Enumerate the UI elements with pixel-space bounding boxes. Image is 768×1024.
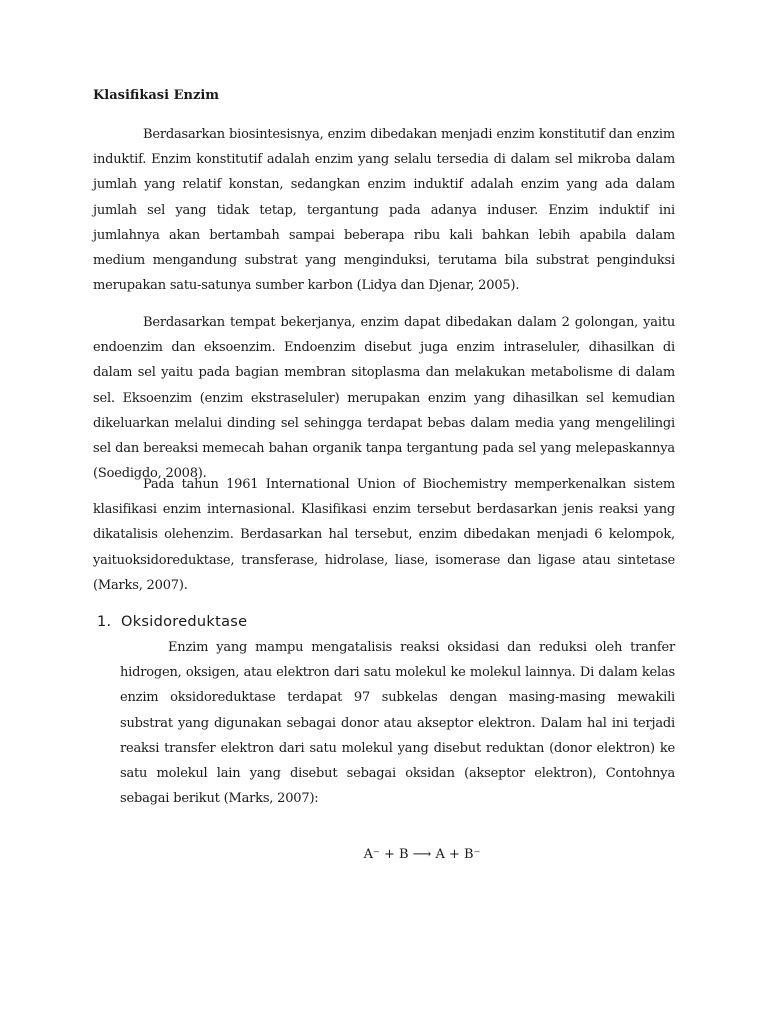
- paragraph-enzyme-classification: Pada tahun 1961 International Union of Biochemistry memperkenalkan sistem klasifikasi enzim internasional. Klasifikasi enzim tersebut berdasarkan jenis reaksi yang dikatalisis olehenzim. Berdasarkan hal tersebut, enzim dibedakan menjadi 6 kelompok, yaituoksidoreduktase, transferase, hidrolase, liase, isomerase dan ligase atau sintetase (Marks, 2007).: [93, 477, 675, 593]
- paragraph-enzyme-biosynthesis: Berdasarkan biosintesisnya, enzim dibedakan menjadi enzim konstitutif dan enzim induktif. Enzim konstitutif adalah enzim yang selalu tersedia di dalam sel mikroba dalam jumlah yang relatif konstan, sedangkan enzim induktif adalah enzim yang ada dalam jumlah sel yang tidak tetap, tergantung pada adanya induser. Enzim induktif ini jumlahnya akan bertambah sampai beberapa ribu kali bahkan lebih apabila dalam medium mengandung substrat yang menginduksi, terutama bila substrat penginduksi merupakan satu-satunya sumber karbon (Lidya dan Djenar, 2005).: [93, 127, 675, 294]
- paragraph-oksidoreduktase: Enzim yang mampu mengatalisis reaksi oksidasi dan reduksi oleh tranfer hidrogen, oksigen, atau elektron dari satu molekul ke molekul lainnya. Di dalam kelas enzim oksidoreduktase terdapat 97 subkelas dengan masing-masing mewakili substrat yang digunakan sebagai donor atau akseptor elektron. Dalam hal ini terjadi reaksi transfer elektron dari satu molekul yang disebut reduktan (donor elektron) ke satu molekul lain yang disebut sebagai oksidan (akseptor elektron), Contohnya sebagai berikut (Marks, 2007):: [120, 640, 675, 807]
- document-title: Klasifikasi Enzim: [93, 88, 220, 103]
- paragraph-enzyme-location: Berdasarkan tempat bekerjanya, enzim dapat dibedakan dalam 2 golongan, yaitu endoenzim dan eksoenzim. Endoenzim disebut juga enzim intraseluler, dihasilkan di dalam sel yaitu pada bagian membran sitoplasma dan melakukan metabolisme di dalam sel. Eksoenzim (enzim ekstraseluler) merupakan enzim yang dihasilkan sel kemudian dikeluarkan melalui dinding sel sehingga terdapat bebas dalam media yang mengelilingi sel dan bereaksi memecah bahan organik tanpa tergantung pada sel yang melepaskannya (Soedigdo, 2008).: [93, 315, 675, 482]
- reaction-equation: A⁻ + B ⟶ A + B⁻: [363, 847, 481, 862]
- section-number: 1.: [97, 614, 112, 630]
- section-title: Oksidoreduktase: [121, 614, 248, 630]
- section-heading-oksidoreduktase: [97, 612, 247, 632]
